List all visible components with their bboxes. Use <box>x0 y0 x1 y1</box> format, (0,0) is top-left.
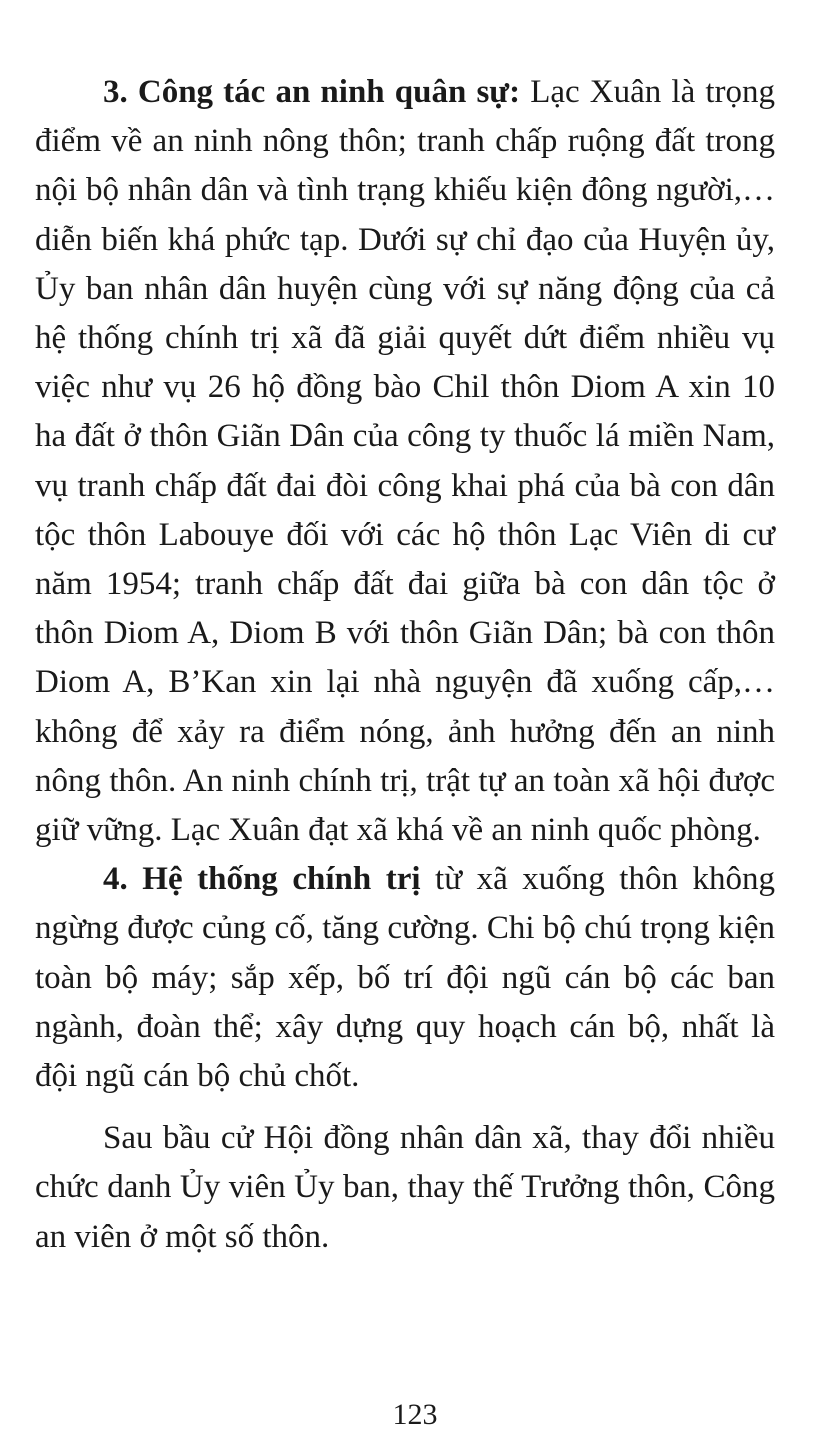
paragraph-security <box>35 68 775 855</box>
page-body <box>35 68 775 1262</box>
paragraph-political-system <box>35 855 775 1101</box>
section-body-security: Lạc Xuân là trọng điểm về an ninh nông thôn; tranh chấp ruộng đất trong nội bộ nhân dân và tình trạng khiếu kiện đông người,… diễn biến khá phức tạp. Dưới sự chỉ đạo của Huyện ủy, Ủy ban nhân dân huyện cùng với sự năng động của cả hệ thống chính trị xã đã giải quyết dứt điểm nhiều vụ việc như vụ 26 hộ đồng bào Chil thôn Diom A xin 10 ha đất ở thôn Giãn Dân của công ty thuốc lá miền Nam, vụ tranh chấp đất đai đòi công khai phá của bà con dân tộc thôn Labouye đối với các hộ thôn Lạc Viên di cư năm 1954; tranh chấp đất đai giữa bà con dân tộc ở thôn Diom A, Diom B với thôn Giãn Dân; bà con thôn Diom A, B’Kan xin lại nhà nguyện đã xuống cấp,… không để xảy ra điểm nóng, ảnh hưởng đến an ninh nông thôn. An ninh chính trị, trật tự an toàn xã hội được giữ vững. Lạc Xuân đạt xã khá về an ninh quốc phòng. <box>35 74 775 849</box>
paragraph-closing: Sau bầu cử Hội đồng nhân dân xã, thay đổi nhiều chức danh Ủy viên Ủy ban, thay thế Trưởng thôn, Công an viên ở một số thôn. <box>35 1120 775 1255</box>
section-heading-political-system: 4. Hệ thống chính trị <box>103 861 421 898</box>
section-heading-security: 3. Công tác an ninh quân sự: <box>103 74 521 110</box>
page-number: 123 <box>392 1398 438 1431</box>
section-body-political-system: từ xã xuống thôn không ngừng được củng cố, tăng cường. Chi bộ chú trọng kiện toàn bộ máy; sắp xếp, bố trí đội ngũ cán bộ các ban ngành, đoàn thể; xây dựng quy hoạch cán bộ, nhất là đội ngũ cán bộ chủ chốt. <box>35 861 775 1095</box>
